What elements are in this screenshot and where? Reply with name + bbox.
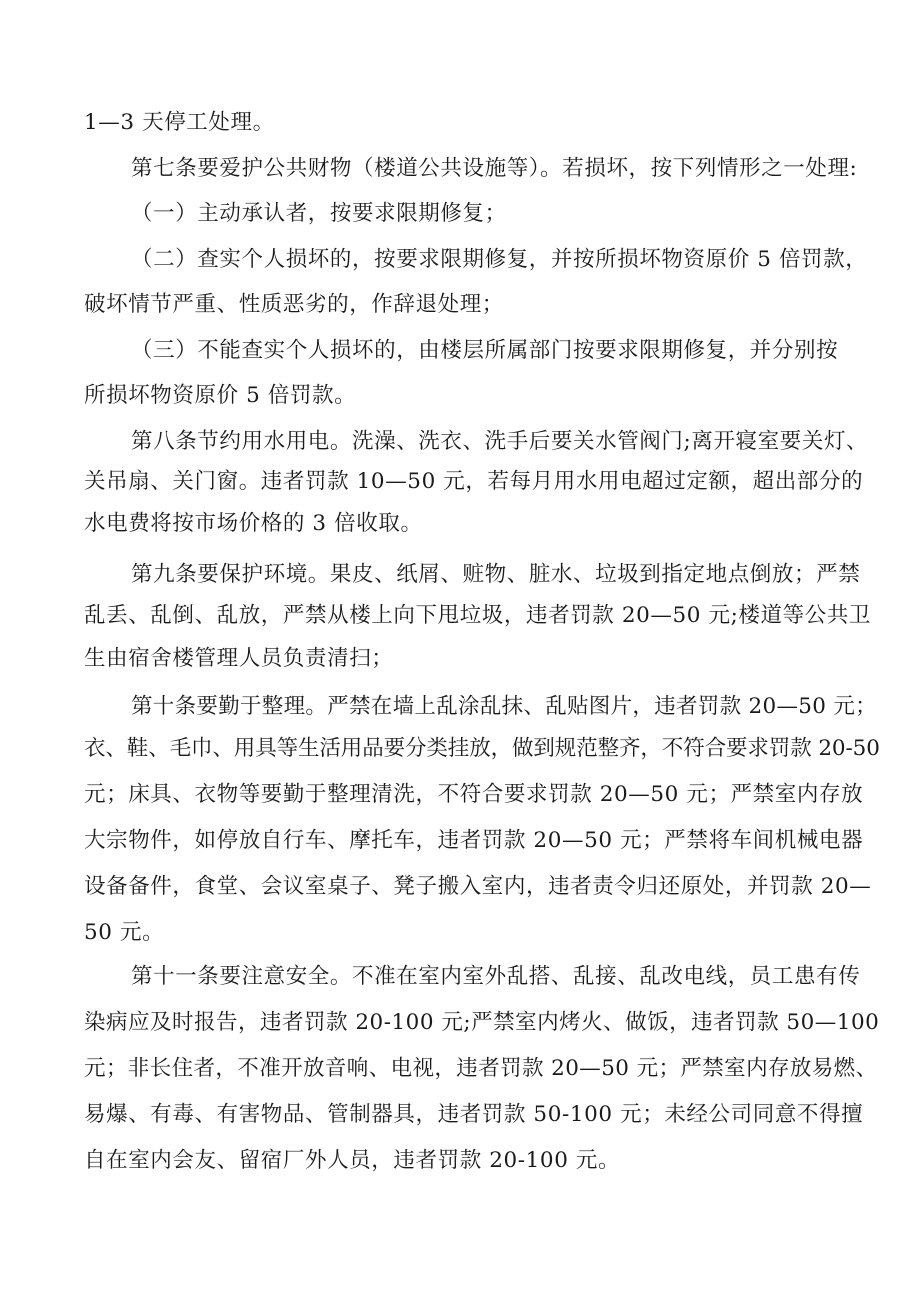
text-line: 水电费将按市场价格的 3 倍收取。: [84, 511, 423, 536]
text-line: 第十一条要注意安全。不准在室内室外乱搭、乱接、乱改电线，员工患有传: [131, 964, 861, 989]
text-line: 染病应及时报告，违者罚款 20-100 元;严禁室内烤火、做饭，违者罚款 50—100: [84, 1010, 880, 1035]
text-line: 第八条节约用水用电。洗澡、洗衣、洗手后要关水管阀门;离开寝室要关灯、: [131, 429, 869, 454]
text-line: 自在室内会友、留宿厂外人员，违者罚款 20-100 元。: [84, 1148, 621, 1173]
text-line: 乱丢、乱倒、乱放，严禁从楼上向下甩垃圾，违者罚款 20—50 元;楼道等公共卫: [84, 603, 872, 628]
text-line: （三）不能查实个人损坏的，由楼层所属部门按要求限期修复，并分别按: [131, 338, 839, 363]
text-line: 易爆、有毒、有害物品、管制器具，违者罚款 50-100 元；未经公司同意不得擅: [84, 1102, 864, 1127]
text-line: 1—3 天停工处理。: [84, 110, 275, 135]
text-line: 生由宿舍楼管理人员负责清扫；: [84, 646, 394, 671]
text-line: 第七条要爱护公共财物（楼道公共设施等）。若损坏，按下列情形之一处理:: [131, 156, 858, 181]
text-line: 第十条要勤于整理。严禁在墙上乱涂乱抹、乱贴图片，违者罚款 20—50 元；: [131, 694, 877, 719]
text-line: 设备备件，食堂、会议室桌子、凳子搬入室内，违者责令归还原处，并罚款 20—: [84, 874, 872, 899]
text-line: 元；非长住者，不准开放音响、电视，违者罚款 20—50 元；严禁室内存放易燃、: [84, 1056, 878, 1081]
text-line: （二）查实个人损坏的，按要求限期修复，并按所损坏物资原价 5 倍罚款，: [131, 247, 868, 272]
text-line: 50 元。: [84, 920, 165, 945]
text-line: 大宗物件，如停放自行车、摩托车，违者罚款 20—50 元；严禁将车间机械电器: [84, 828, 864, 853]
text-line: 所损坏物资原价 5 倍罚款。: [84, 383, 357, 408]
text-line: 衣、鞋、毛巾、用具等生活用品要分类挂放，做到规范整齐，不符合要求罚款 20-50: [84, 736, 880, 761]
text-line: 关吊扇、关门窗。违者罚款 10—50 元，若每月用水用电超过定额，超出部分的: [84, 469, 864, 494]
text-line: （一）主动承认者，按要求限期修复；: [131, 201, 507, 226]
text-line: 第九条要保护环境。果皮、纸屑、赃物、脏水、垃圾到指定地点倒放；严禁: [131, 562, 861, 587]
text-line: 元；床具、衣物等要勤于整理清洗，不符合要求罚款 20—50 元；严禁室内存放: [84, 782, 864, 807]
text-line: 破坏情节严重、性质恶劣的，作辞退处理；: [84, 292, 504, 317]
